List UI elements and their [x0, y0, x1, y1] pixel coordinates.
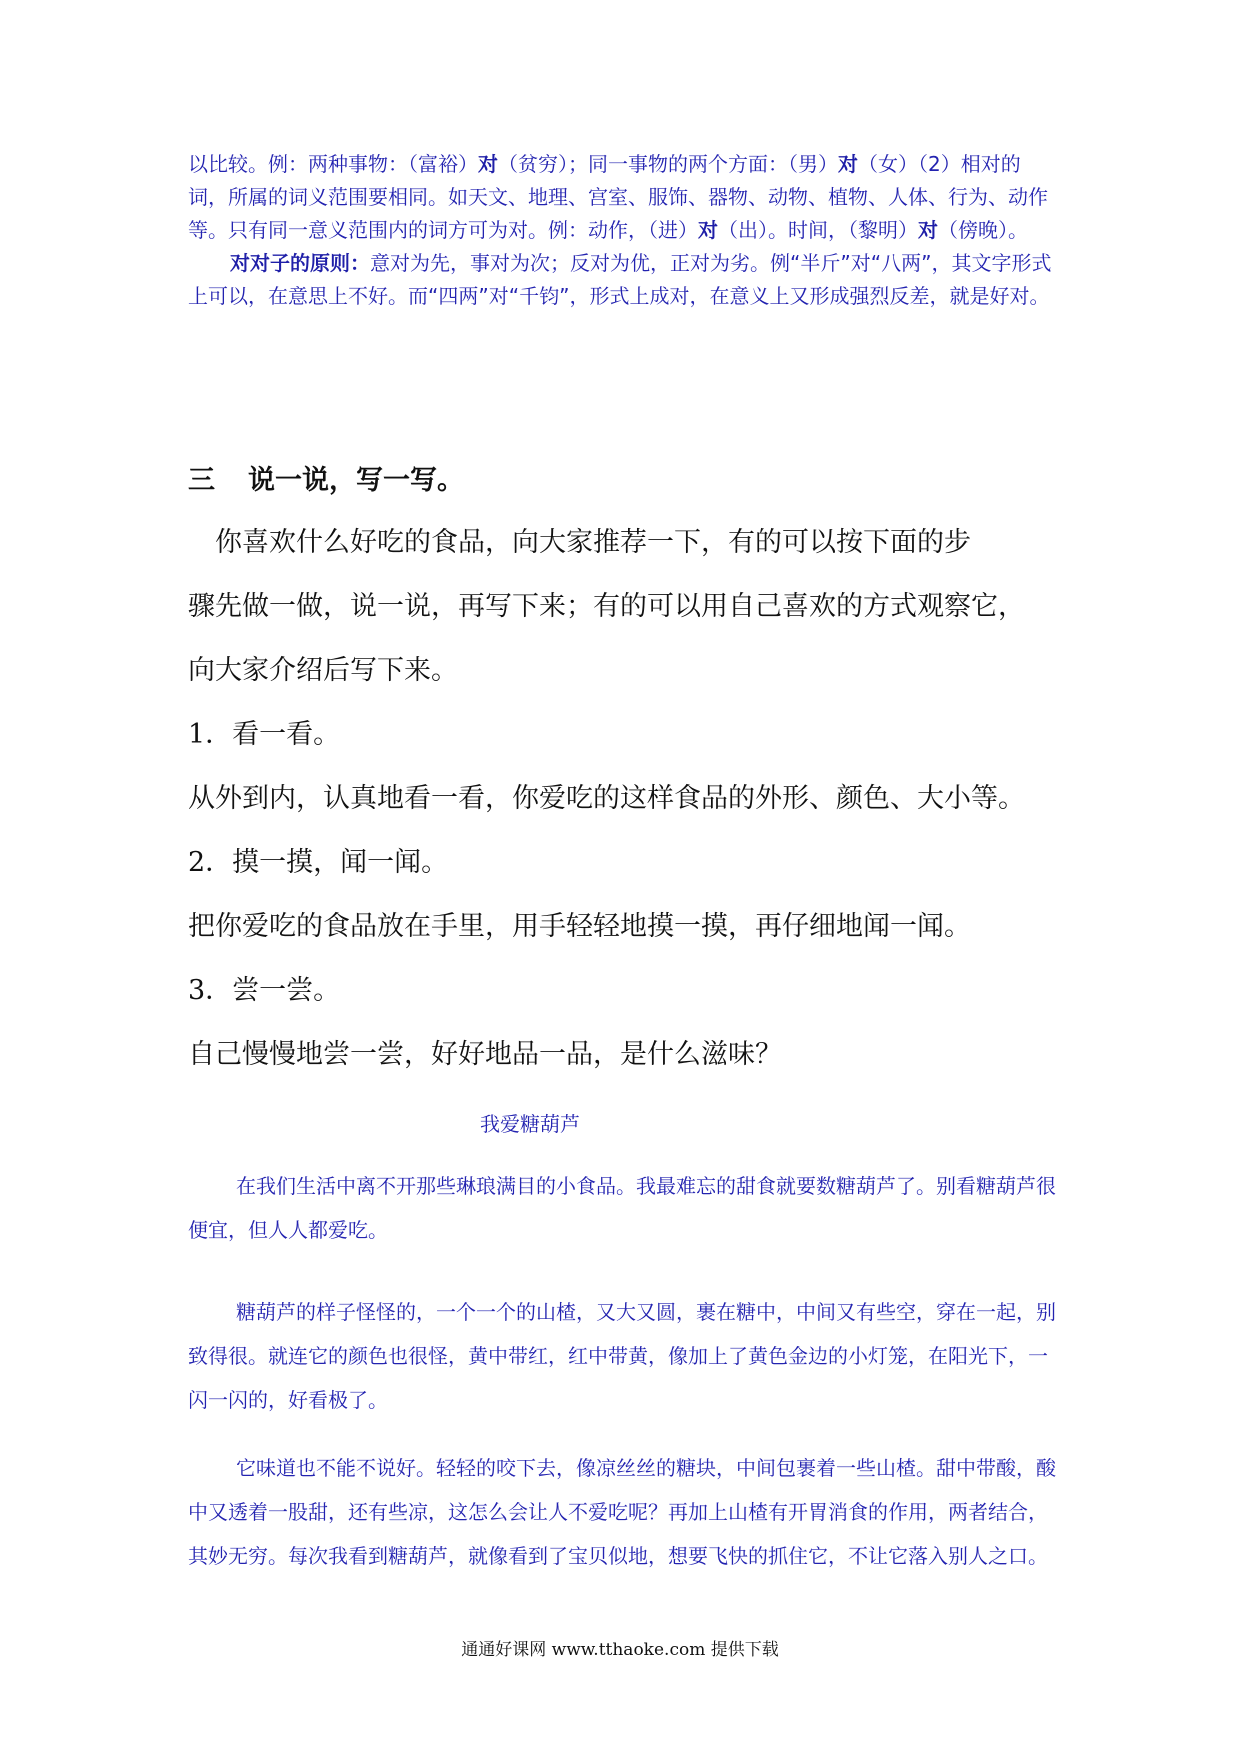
section-title: 说一说，写一写。 — [248, 465, 464, 496]
essay-text: 它味道也不能不说好。轻轻的咬下去，像凉丝丝的糖块，中间包裹着一些山楂。甜中带酸，酸中又透着一股甜，还有些凉，这怎么会让人不爱吃呢？再加上山楂有开胃消食的作用，两者结合，其妙无穷。每次我看到糖葫芦，就像看到了宝贝似地，想要飞快的抓住它，不让它落入别人之口。 — [188, 1456, 1056, 1568]
essay-paragraph — [188, 1446, 1060, 1578]
prompt-line: 向大家介绍后写下来。 — [188, 655, 458, 686]
intro-text: （傍晚）。 — [938, 218, 1028, 242]
principle-text: 意对为先，事对为次；反对为优，正对为劣。例“半斤”对“八两”，其文字形式上可以，在意思上不好。而“四两”对“千钧”，形式上成对，在意义上又形成强烈反差，就是好对。 — [188, 251, 1052, 308]
dui-bold: 对 — [838, 152, 858, 176]
intro-paragraph — [188, 148, 1060, 247]
principle-label: 对对子的原则： — [230, 251, 370, 275]
footer: 通通好课网 www.tthaoke.com 提供下载 — [461, 1640, 779, 1660]
essay-paragraph — [188, 1164, 1060, 1252]
dui-bold: 对 — [478, 152, 498, 176]
intro-text: （女）（2）相对的词，所属的词义范围要相同。如天文、地理、宫室、服饰、器物、动物、植物、人体、行为、动作等。只有同一意义范围内的词方可为对。例：动作，（进） — [188, 152, 1048, 242]
prompt-line: 骤先做一做，说一说，再写下来；有的可以用自己喜欢的方式观察它， — [188, 591, 1025, 622]
step-heading: 3．尝一尝。 — [188, 975, 341, 1006]
intro-block — [188, 148, 1060, 313]
step-heading: 1．看一看。 — [188, 719, 341, 750]
step-text: 自己慢慢地尝一尝，好好地品一品，是什么滋味？ — [188, 1039, 782, 1070]
essay-paragraph — [188, 1290, 1060, 1422]
essay-text: 糖葫芦的样子怪怪的，一个一个的山楂，又大又圆，裹在糖中，中间又有些空，穿在一起，别致得很。就连它的颜色也很怪，黄中带红，红中带黄，像加上了黄色金边的小灯笼，在阳光下，一闪一闪的，好看极了。 — [188, 1300, 1056, 1412]
intro-text: 以比较。例：两种事物：（富裕） — [188, 152, 478, 176]
step-heading: 2．摸一摸，闻一闻。 — [188, 847, 449, 878]
essay-title: 我爱糖葫芦 — [480, 1112, 580, 1136]
section-heading — [188, 458, 464, 497]
step-text: 从外到内，认真地看一看，你爱吃的这样食品的外形、颜色、大小等。 — [188, 783, 1025, 814]
essay-text: 在我们生活中离不开那些琳琅满目的小食品。我最难忘的甜食就要数糖葫芦了。别看糖葫芦很便宜，但人人都爱吃。 — [188, 1174, 1056, 1242]
principle-paragraph — [188, 247, 1060, 313]
dui-bold: 对 — [698, 218, 718, 242]
prompt-line: 你喜欢什么好吃的食品，向大家推荐一下，有的可以按下面的步 — [188, 527, 971, 558]
dui-bold: 对 — [918, 218, 938, 242]
intro-text: （出）。时间，（黎明） — [718, 218, 918, 242]
section-number: 三 — [188, 465, 215, 496]
step-text: 把你爱吃的食品放在手里，用手轻轻地摸一摸，再仔细地闻一闻。 — [188, 911, 971, 942]
intro-text: （贫穷）；同一事物的两个方面：（男） — [498, 152, 838, 176]
